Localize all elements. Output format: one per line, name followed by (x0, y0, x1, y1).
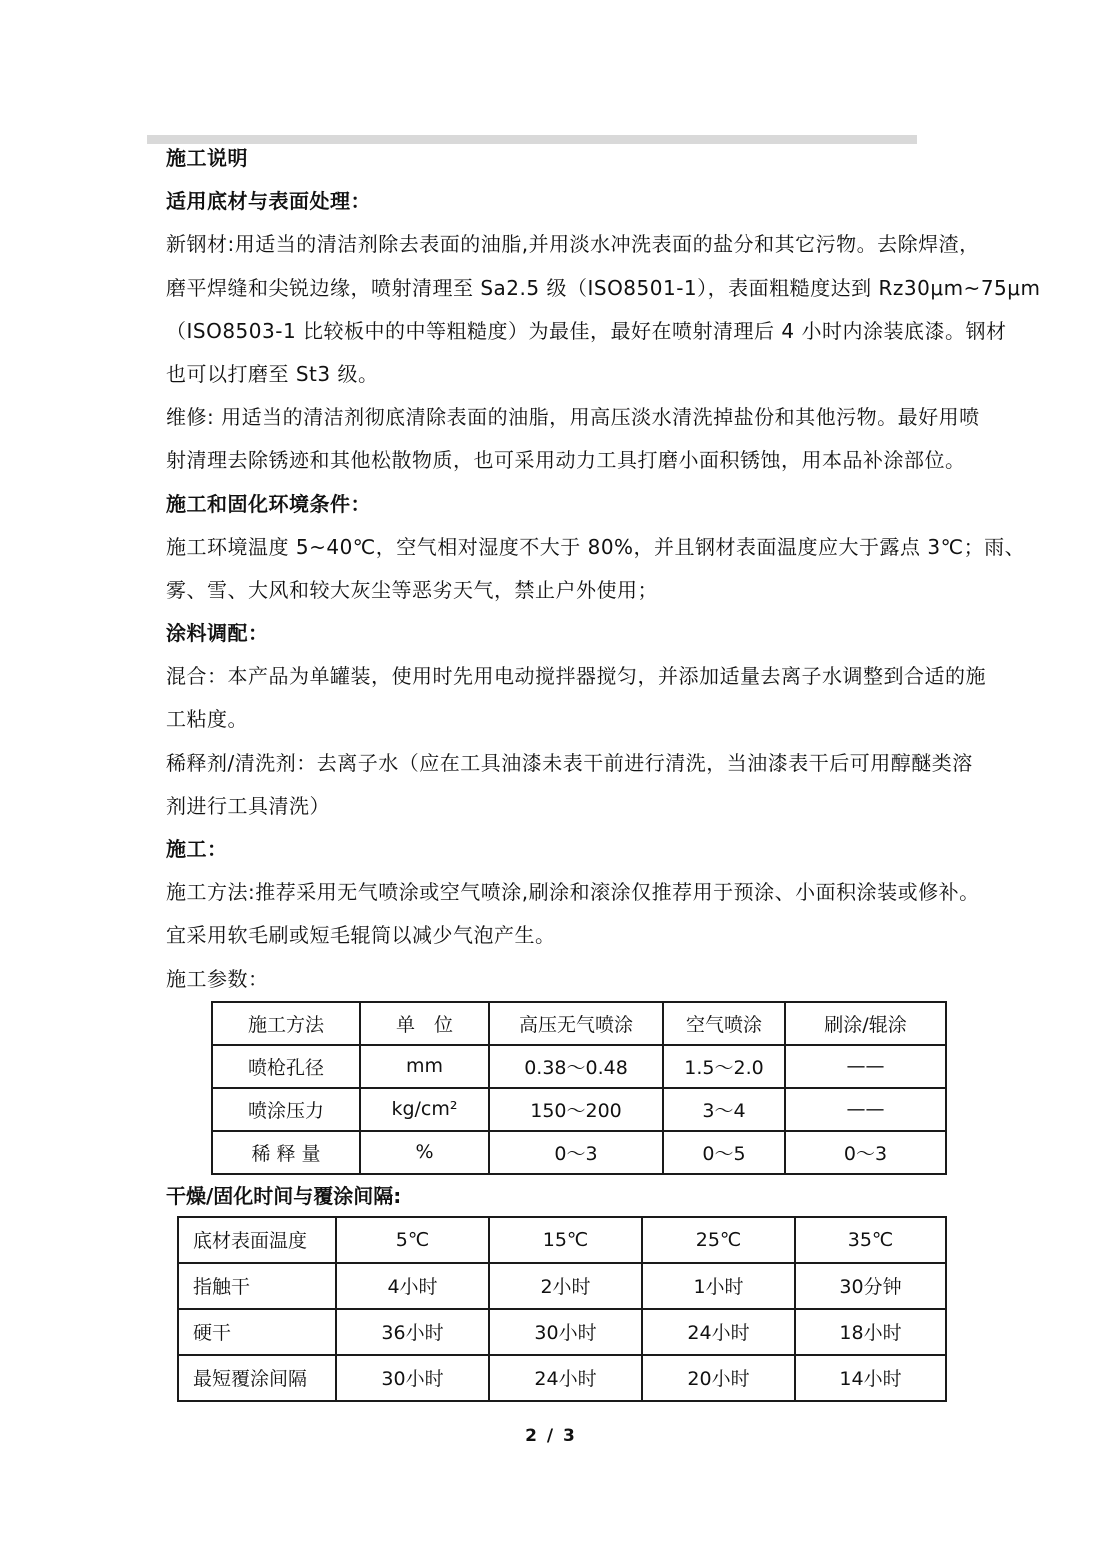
table-cell: 稀 释 量 (212, 1131, 360, 1174)
table-cell: 最短覆涂间隔 (178, 1355, 336, 1401)
table-cell: kg/cm² (360, 1088, 489, 1131)
table-cell: 14小时 (795, 1355, 946, 1401)
table-cell: 24小时 (642, 1309, 795, 1355)
section-heading-drying-times: 干燥/固化时间与覆涂间隔: (166, 1183, 402, 1208)
table-cell: 36小时 (336, 1309, 489, 1355)
table-cell: 20小时 (642, 1355, 795, 1401)
table-cell: 3～4 (663, 1088, 785, 1131)
paragraph-line: 施工环境温度 5~40℃，空气相对湿度不大于 80%，并且钢材表面温度应大于露点 3℃；雨、 (166, 534, 1026, 559)
table-header-cell: 15℃ (489, 1217, 642, 1263)
table-header-cell: 刷涂/辊涂 (785, 1002, 946, 1045)
table-cell: 喷涂压力 (212, 1088, 360, 1131)
paragraph-line: 宜采用软毛刷或短毛辊筒以减少气泡产生。 (166, 923, 556, 948)
table-header-cell: 35℃ (795, 1217, 946, 1263)
table-cell: 0.38～0.48 (489, 1045, 663, 1088)
table-header-cell: 25℃ (642, 1217, 795, 1263)
table-header-cell: 施工方法 (212, 1002, 360, 1045)
paragraph-line: （ISO8503-1 比较板中的中等粗糙度）为最佳，最好在喷射清理后 4 小时内涂装底漆。钢材 (166, 318, 1007, 343)
table-header-cell: 5℃ (336, 1217, 489, 1263)
table-header-cell: 高压无气喷涂 (489, 1002, 663, 1045)
table-cell: 18小时 (795, 1309, 946, 1355)
table-cell: 30分钟 (795, 1263, 946, 1309)
table-cell: 指触干 (178, 1263, 336, 1309)
section-heading-mixing: 涂料调配： (166, 621, 269, 646)
table-cell: 硬干 (178, 1309, 336, 1355)
table-cell: 24小时 (489, 1355, 642, 1401)
paragraph-line: 维修: 用适当的清洁剂彻底清除表面的油脂，用高压淡水清洗掉盐份和其他污物。最好用喷 (166, 405, 980, 430)
table-cell: 1.5～2.0 (663, 1045, 785, 1088)
table-cell: 喷枪孔径 (212, 1045, 360, 1088)
paragraph-line: 工粘度。 (166, 707, 248, 732)
table-header-cell: 单 位 (360, 1002, 489, 1045)
page-number: 2 / 3 (525, 1426, 577, 1446)
table-cell: 150～200 (489, 1088, 663, 1131)
table-row (212, 1002, 946, 1045)
table-row (178, 1263, 946, 1309)
section-heading-environment: 施工和固化环境条件： (166, 491, 371, 516)
paragraph-line: 混合：本产品为单罐装，使用时先用电动搅拌器搅匀，并添加适量去离子水调整到合适的施 (166, 664, 986, 689)
table-cell: 0～3 (489, 1131, 663, 1174)
params-table-caption: 施工参数： (166, 966, 269, 991)
table-cell: 4小时 (336, 1263, 489, 1309)
table-row (212, 1131, 946, 1174)
paragraph-line: 剂进行工具清洗） (166, 793, 330, 818)
section-heading-surface-prep: 适用底材与表面处理： (166, 189, 371, 214)
drying-times-table (177, 1216, 947, 1402)
table-row (178, 1217, 946, 1263)
paragraph-line: 磨平焊缝和尖锐边缘，喷射清理至 Sa2.5 级（ISO8501-1），表面粗糙度达到 Rz30μm~75μm (166, 275, 1041, 300)
table-cell: 0～5 (663, 1131, 785, 1174)
table-cell: 2小时 (489, 1263, 642, 1309)
paragraph-line: 稀释剂/清洗剂：去离子水（应在工具油漆未表干前进行清洗，当油漆表干后可用醇醚类溶 (166, 750, 973, 775)
table-header-cell: 底材表面温度 (178, 1217, 336, 1263)
table-row (212, 1045, 946, 1088)
table-cell: 30小时 (336, 1355, 489, 1401)
table-cell: 0～3 (785, 1131, 946, 1174)
table-cell: —— (785, 1045, 946, 1088)
application-params-table (211, 1001, 947, 1175)
section-heading-application: 施工： (166, 837, 228, 861)
table-header-cell: 空气喷涂 (663, 1002, 785, 1045)
table-row (178, 1309, 946, 1355)
paragraph-line: 雾、雪、大风和较大灰尘等恶劣天气，禁止户外使用； (166, 577, 658, 602)
table-cell: 1小时 (642, 1263, 795, 1309)
table-row (178, 1355, 946, 1401)
paragraph-line: 也可以打磨至 St3 级。 (166, 361, 379, 386)
paragraph-line: 射清理去除锈迹和其他松散物质，也可采用动力工具打磨小面积锈蚀，用本品补涂部位。 (166, 448, 966, 473)
table-row (212, 1088, 946, 1131)
paragraph-line: 施工方法:推荐采用无气喷涂或空气喷涂,刷涂和滚涂仅推荐用于预涂、小面积涂装或修补。 (166, 880, 980, 905)
doc-title: 施工说明 (166, 146, 248, 170)
table-cell: % (360, 1131, 489, 1174)
document-content (166, 137, 1041, 1402)
table-cell: mm (360, 1045, 489, 1088)
table-cell: 30小时 (489, 1309, 642, 1355)
paragraph-line: 新钢材:用适当的清洁剂除去表面的油脂,并用淡水冲洗表面的盐分和其它污物。去除焊渣， (166, 232, 980, 257)
table-cell: —— (785, 1088, 946, 1131)
